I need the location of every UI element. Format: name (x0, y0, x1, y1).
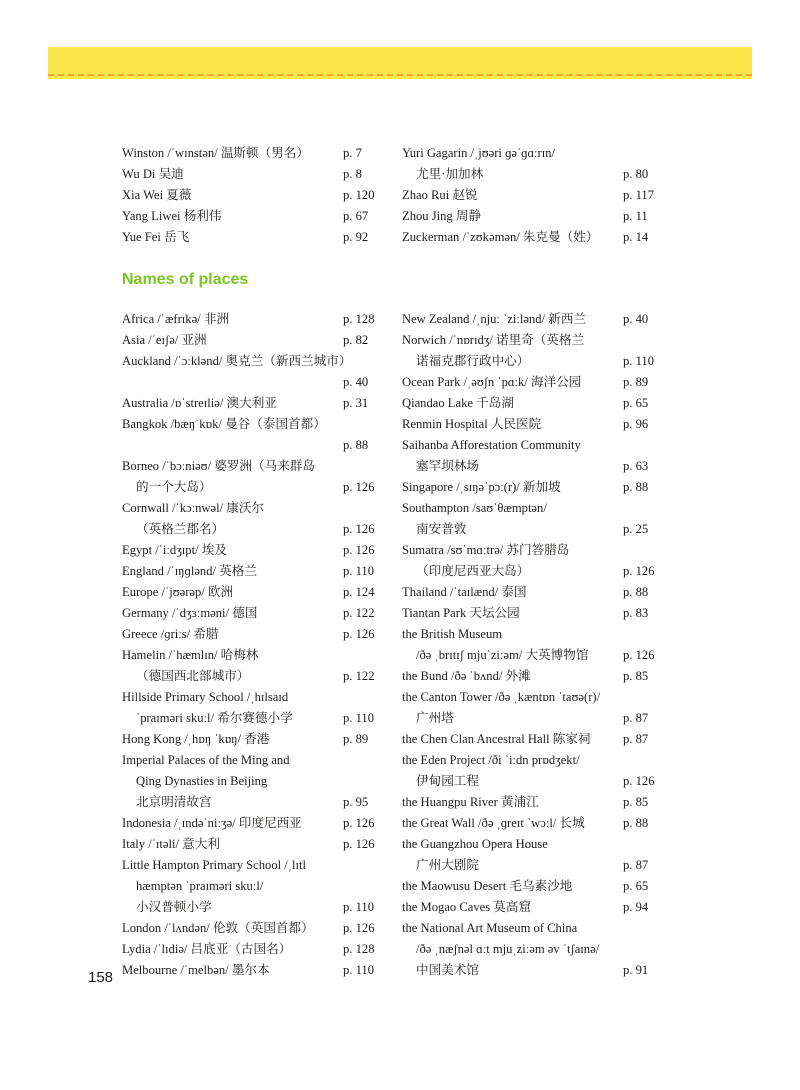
index-entry-line (402, 330, 662, 351)
index-entry-line (402, 645, 662, 666)
entry-page-ref: p. 7 (343, 146, 362, 160)
index-entry-line (402, 456, 662, 477)
people-column-left (122, 143, 382, 248)
entry-text: the Canton Tower /ðə ˌkæntɒn ˈtaʊə(r)/ (402, 690, 601, 704)
entry-page-ref: p. 124 (343, 585, 375, 599)
entry-text: Norwich /ˈnɒrɪdʒ/ 诺里奇（英格兰 (402, 333, 585, 347)
index-entry-line (122, 143, 382, 164)
index-entry-line (122, 393, 382, 414)
entry-text: Tiantan Park 天坛公园 (402, 606, 520, 620)
entry-page-ref: p. 88 (623, 585, 649, 599)
index-entry-line (402, 498, 662, 519)
index-entry-line (122, 834, 382, 855)
entry-text: Zhou Jing 周静 (402, 209, 482, 223)
entry-page-ref: p. 126 (343, 816, 375, 830)
entry-text: the Huangpu River 黄浦江 (402, 795, 539, 809)
index-entry-line (402, 624, 662, 645)
entry-page-ref: p. 65 (623, 879, 649, 893)
entry-text: Auckland /ˈɔːklənd/ 奥克兰（新西兰城市） (122, 354, 352, 368)
entry-text: hæmptən ˈpraɪməri skuːl/ (136, 879, 264, 893)
index-entry-line (122, 540, 382, 561)
entry-text: /ðə ˌnæʃnəl ɑːt mjuˌziːəm əv ˈtʃaɪnə/ (416, 942, 600, 956)
index-entry-line (122, 351, 382, 372)
entry-page-ref: p. 126 (343, 543, 375, 557)
entry-text: Hong Kong /ˌhɒŋ ˈkɒŋ/ 香港 (122, 732, 270, 746)
entry-text: Thailand /ˈtaɪlænd/ 泰国 (402, 585, 527, 599)
top-banner (0, 0, 800, 90)
entry-page-ref: p. 122 (343, 669, 375, 683)
entry-page-ref: p. 11 (623, 209, 648, 223)
entry-text: Yuri Gagarin /ˌjʊəri ɡəˈɡɑːrɪn/ (402, 146, 556, 160)
entry-text: the Bund /ðə ˈbʌnd/ 外滩 (402, 669, 531, 683)
index-entry-line (402, 834, 662, 855)
entry-text: the Great Wall /ðə ˌɡreɪt ˈwɔːl/ 长城 (402, 816, 585, 830)
entry-page-ref: p. 88 (343, 438, 369, 452)
entry-page-ref: p. 117 (623, 188, 655, 202)
index-entry-line (402, 729, 662, 750)
index-entry-line (122, 792, 382, 813)
index-entry-line (402, 164, 662, 185)
page-number: 158 (88, 969, 114, 986)
entry-text: Renmin Hospital 人民医院 (402, 417, 542, 431)
entry-text: （德国西北部城市） (136, 669, 250, 683)
index-entry-line (122, 708, 382, 729)
entry-text: Europe /ˈjʊərəp/ 欧洲 (122, 585, 234, 599)
entry-page-ref: p. 85 (623, 669, 649, 683)
entry-page-ref: p. 126 (343, 480, 375, 494)
entry-page-ref: p. 126 (343, 627, 375, 641)
index-entry-line (122, 519, 382, 540)
index-entry-line (122, 414, 382, 435)
entry-text: （英格兰郡名） (136, 522, 225, 536)
index-entry-line (122, 624, 382, 645)
index-entry-line (402, 185, 662, 206)
entry-page-ref: p. 91 (623, 963, 649, 977)
index-entry-line (402, 792, 662, 813)
entry-text: 广州塔 (416, 711, 454, 725)
entry-page-ref: p. 87 (623, 732, 649, 746)
entry-page-ref: p. 110 (343, 900, 375, 914)
entry-page-ref: p. 88 (623, 816, 649, 830)
index-entry-line (122, 227, 382, 248)
entry-text: Qiandao Lake 千岛湖 (402, 396, 514, 410)
entry-text: Southampton /saʊˈθæmptən/ (402, 501, 547, 515)
entry-page-ref: p. 120 (343, 188, 375, 202)
index-entry-line (122, 206, 382, 227)
places-column-right (402, 309, 662, 981)
entry-text: （印度尼西亚大岛） (416, 564, 530, 578)
entry-page-ref: p. 126 (623, 564, 655, 578)
entry-text: Hillside Primary School /ˌhɪlsaɪd (122, 690, 289, 704)
entry-text: Cornwall /ˈkɔːnwəl/ 康沃尔 (122, 501, 265, 515)
entry-page-ref: p. 128 (343, 942, 375, 956)
entry-text: Lydia /ˈlɪdiə/ 吕底亚（古国名） (122, 942, 292, 956)
index-entry-line (122, 372, 382, 393)
index-entry-line (402, 435, 662, 456)
entry-page-ref: p. 40 (623, 312, 649, 326)
entry-page-ref: p. 31 (343, 396, 369, 410)
entry-text: Bangkok /bæŋˈkɒk/ 曼谷（泰国首都） (122, 417, 326, 431)
entry-text: 广州大剧院 (416, 858, 479, 872)
index-entry-line (122, 813, 382, 834)
index-entry-line (122, 164, 382, 185)
entry-page-ref: p. 110 (343, 564, 375, 578)
entry-text: 伊甸园工程 (416, 774, 479, 788)
index-entry-line (402, 351, 662, 372)
entry-text: Australia /ɒˈstreɪliə/ 澳大利亚 (122, 396, 277, 410)
places-column-left (122, 309, 382, 981)
index-entry-line (122, 477, 382, 498)
entry-page-ref: p. 82 (343, 333, 369, 347)
index-entry-line (122, 582, 382, 603)
entry-page-ref: p. 126 (343, 837, 375, 851)
entry-text: Greece /ɡriːs/ 希腊 (122, 627, 219, 641)
entry-page-ref: p. 128 (343, 312, 375, 326)
index-entry-line (122, 897, 382, 918)
entry-page-ref: p. 87 (623, 858, 649, 872)
entry-page-ref: p. 65 (623, 396, 649, 410)
index-entry-line (122, 855, 382, 876)
entry-text: the Eden Project /ði ˈiːdn prɒdʒekt/ (402, 753, 580, 767)
index-entry-line (402, 582, 662, 603)
index-entry-line (402, 206, 662, 227)
entry-page-ref: p. 110 (623, 354, 655, 368)
entry-page-ref: p. 85 (623, 795, 649, 809)
entry-text: the National Art Museum of China (402, 921, 578, 935)
entry-text: /ðə ˌbrɪtɪʃ mjuˈziːəm/ 大英博物馆 (416, 648, 589, 662)
entry-page-ref: p. 110 (343, 711, 375, 725)
index-entry-line (122, 185, 382, 206)
index-entry-line (402, 687, 662, 708)
entry-page-ref: p. 89 (343, 732, 369, 746)
entry-text: Asia /ˈeɪʃə/ 亚洲 (122, 333, 207, 347)
index-entry-line (402, 813, 662, 834)
index-entry-line (122, 330, 382, 351)
entry-text: Imperial Palaces of the Ming and (122, 753, 290, 767)
entry-text: Indonesia /ˌɪndəˈniːʒə/ 印度尼西亚 (122, 816, 302, 830)
entry-text: Qing Dynasties in Beijing (136, 774, 268, 788)
entry-text: ˈpraɪməri skuːl/ 希尔赛德小学 (136, 711, 293, 725)
entry-text: Sumatra /sʊˈmɑːtrə/ 苏门答腊岛 (402, 543, 570, 557)
index-entry-line (122, 918, 382, 939)
entry-page-ref: p. 87 (623, 711, 649, 725)
entry-text: Wu Di 吴迪 (122, 167, 184, 181)
entry-text: Hamelin /ˈhæmlɪn/ 哈梅林 (122, 648, 259, 662)
entry-text: 北京明清故宫 (136, 795, 212, 809)
entry-text: the Chen Clan Ancestral Hall 陈家祠 (402, 732, 591, 746)
entry-text: the British Museum (402, 627, 503, 641)
index-entry-line (402, 309, 662, 330)
entry-text: England /ˈɪŋɡlənd/ 英格兰 (122, 564, 257, 578)
index-entry-line (402, 414, 662, 435)
index-entry-line (122, 771, 382, 792)
entry-text: the Guangzhou Opera House (402, 837, 548, 851)
index-entry-line (122, 750, 382, 771)
entry-text: 尤里·加加林 (416, 167, 484, 181)
entry-text: Little Hampton Primary School /ˌlɪtl (122, 858, 306, 872)
index-entry-line (402, 750, 662, 771)
entry-page-ref: p. 126 (623, 648, 655, 662)
entry-text: Africa /ˈæfrɪkə/ 非洲 (122, 312, 230, 326)
index-entry-line (402, 771, 662, 792)
index-entry-line (122, 309, 382, 330)
entry-page-ref: p. 126 (343, 921, 375, 935)
entry-text: Xia Wei 夏薇 (122, 188, 192, 202)
entry-text: the Maowusu Desert 毛乌素沙地 (402, 879, 573, 893)
entry-page-ref: p. 14 (623, 230, 649, 244)
entry-text: Italy /ˈɪtəli/ 意大利 (122, 837, 220, 851)
entry-text: Singapore /ˌsɪŋəˈpɔː(r)/ 新加坡 (402, 480, 561, 494)
entry-page-ref: p. 126 (343, 522, 375, 536)
entry-text: Melbourne /ˈmelbən/ 墨尔本 (122, 963, 270, 977)
entry-page-ref: p. 126 (623, 774, 655, 788)
entry-text: Egypt /ˈiːdʒɪpt/ 埃及 (122, 543, 227, 557)
index-entry-line (402, 143, 662, 164)
entry-page-ref: p. 25 (623, 522, 649, 536)
index-entry-line (122, 687, 382, 708)
entry-page-ref: p. 95 (343, 795, 369, 809)
entry-text: the Mogao Caves 莫高窟 (402, 900, 532, 914)
index-entry-line (402, 939, 662, 960)
index-entry-line (402, 918, 662, 939)
index-entry-line (122, 729, 382, 750)
index-entry-line (402, 227, 662, 248)
entry-text: Winston /ˈwɪnstən/ 温斯顿（男名） (122, 146, 309, 160)
entry-text: Yang Liwei 杨利伟 (122, 209, 222, 223)
entry-page-ref: p. 122 (343, 606, 375, 620)
entry-page-ref: p. 40 (343, 375, 369, 389)
index-entry-line (402, 603, 662, 624)
entry-text: Ocean Park /ˌəʊʃn ˈpɑːk/ 海洋公园 (402, 375, 582, 389)
entry-text: 中国美术馆 (416, 963, 479, 977)
entry-text: 塞罕坝林场 (416, 459, 479, 473)
entry-text: Yue Fei 岳飞 (122, 230, 190, 244)
index-entry-line (402, 372, 662, 393)
index-entry-line (402, 477, 662, 498)
index-entry-line (122, 876, 382, 897)
entry-text: 小汉普顿小学 (136, 900, 212, 914)
index-entry-line (122, 645, 382, 666)
index-entry-line (402, 666, 662, 687)
entry-page-ref: p. 88 (623, 480, 649, 494)
index-entry-line (122, 435, 382, 456)
entry-text: London /ˈlʌndən/ 伦敦（英国首都） (122, 921, 314, 935)
index-entry-line (402, 393, 662, 414)
index-entry-line (122, 939, 382, 960)
entry-text: 的一个大岛） (136, 480, 212, 494)
section-heading: Names of places (122, 271, 249, 288)
people-column-right (402, 143, 662, 248)
index-entry-line (402, 708, 662, 729)
index-entry-line (122, 561, 382, 582)
entry-page-ref: p. 80 (623, 167, 649, 181)
index-entry-line (402, 519, 662, 540)
index-entry-line (402, 876, 662, 897)
entry-text: Germany /ˈdʒɜːməni/ 德国 (122, 606, 258, 620)
index-entry-line (402, 897, 662, 918)
index-entry-line (122, 666, 382, 687)
entry-text: 南安普敦 (416, 522, 467, 536)
tape-dashed-edge (48, 74, 752, 76)
index-entry-line (402, 855, 662, 876)
index-entry-line (122, 498, 382, 519)
entry-text: Saihanba Afforestation Community (402, 438, 581, 452)
entry-page-ref: p. 94 (623, 900, 649, 914)
index-entry-line (402, 960, 662, 981)
entry-page-ref: p. 110 (343, 963, 375, 977)
index-entry-line (122, 603, 382, 624)
entry-page-ref: p. 63 (623, 459, 649, 473)
index-entry-line (122, 960, 382, 981)
entry-page-ref: p. 96 (623, 417, 649, 431)
index-entry-line (402, 561, 662, 582)
index-entry-line (402, 540, 662, 561)
entry-page-ref: p. 83 (623, 606, 649, 620)
entry-text: Borneo /ˈbɔːniəʊ/ 婆罗洲（马来群岛 (122, 459, 315, 473)
entry-page-ref: p. 67 (343, 209, 369, 223)
entry-text: New Zealand /ˌnjuː ˈziːlənd/ 新西兰 (402, 312, 586, 326)
index-entry-line (122, 456, 382, 477)
entry-page-ref: p. 92 (343, 230, 369, 244)
entry-text: Zuckerman /ˈzʊkəmən/ 朱克曼（姓） (402, 230, 599, 244)
entry-text: Zhao Rui 赵锐 (402, 188, 478, 202)
entry-text: 诺福克郡行政中心） (416, 354, 530, 368)
entry-page-ref: p. 89 (623, 375, 649, 389)
entry-page-ref: p. 8 (343, 167, 362, 181)
